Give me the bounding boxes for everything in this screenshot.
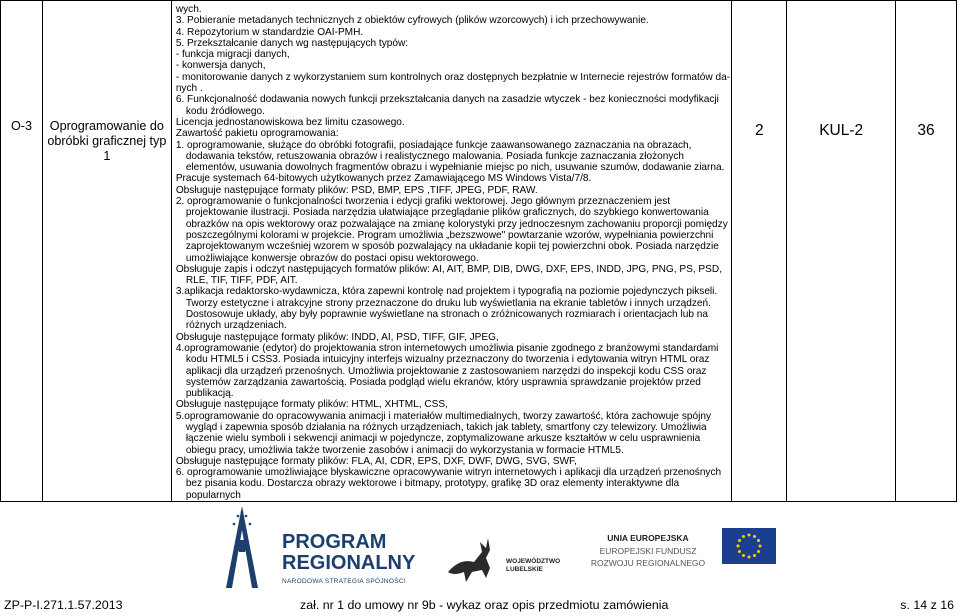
eu-text [578,533,718,568]
description-line: 5. Przekształcanie danych wg następujących typów: [175,37,409,49]
description-line: 1. oprogramowanie, służące do obróbki fotografii, posiadające funkcje zaawansowanego zaznaczania na obrazach, dodawania tekstów, retuszowania obrazów i realistycznego malowania. Posiada funkcje zaznaczania złożonych elementów, usuwania dowolnych fragmentów obrazu i wypełnianie miejsc po nich, usuwanie szumów, dodawanie ziarna. [175,139,725,174]
description-line: Obsługuje zapis i odczyt następujących formatów plików: AI, AIT, BMP, DIB, DWG, DXF, EPS, INDD, JPG, PNG, PS, PSD, RLE, TIF, TIFF, PDF, AIT. [175,263,722,287]
description-line: 2. oprogramowanie o funkcjonalności tworzenia i edycji grafiki wektorowej. Jego głównym przeznaczeniem jest projektowanie ilustracji. Posiada narzędzia ułatwiające przeglądanie plików graficznych, do szybkiego konwertowania obrazków na opis wektorowy oraz pozwalające na zmianę kolorystyki przy jednoczesnym zachowaniu proporcji pomiędzy poszczególnymi kolorami w projekcie. Program umożliwia „bezszwowe" powtarzanie wzorów, wypełniania powierzchni zaprojektowanym wcześniej wzorem w sposób pozwalający na układanie kopii tej powierzchni obok. Posiada narzędzie umożliwiające konwersje obrazów do postaci opisu wektorowego. [175,196,728,264]
footer-title: zał. nr 1 do umowy nr 9b - wykaz oraz opis przedmiotu zamówienia [300,598,669,612]
description-line: - monitorowanie danych z wykorzystaniem sum kontrolnych oraz dostępnych bezpłatnie w Internecie rejestrów formatów da-nych . [175,71,731,95]
item-count: 36 [896,1,957,502]
description-line: Obsługuje następujące formaty plików: INDD, AI, PSD, TIFF, GIF, JPEG, [175,331,499,343]
item-unit: 2 [732,1,787,502]
voivodeship-text [506,558,560,574]
footer-page-number: s. 14 z 16 [900,598,954,612]
description-line: wych. [175,4,202,15]
eu-line1: UNIA EUROPEJSKA [607,533,689,543]
deer-emblem-icon [440,528,500,588]
description-line: 5.oprogramowanie do opracowywania animacji i materiałów multimedialnych, tworzy zawartość, która zachowuje spójny wygląd i zapewnia sposób działania na różnych urządzeniach, takich jak tablety, smartfony czy telewizory. Umożliwia łączenie wielu symboli i sekwencji animacji w pojedyncze, zoptymalizowane arkusze kształtów w celu usprawnienia obiegu pracy, umożliwia także tworzenie zasobów i animacji do wykorzystania w formacie HTML5. [175,410,712,456]
voivodeship-line1: WOJEWÓDZTWO [506,558,561,565]
description-line: Zawartość pakietu oprogramowania: [175,128,339,140]
description-line: 4.oprogramowanie (edytor) do projektowania stron internetowych umożliwia pisanie zgodnego z branżowymi standardami kodu HTML5 i CSS3. Posiada intuicyjny interfejs wizualny przeznaczony do tworzenia i edytowania witryn HTML oraz aplikacji dla urządzeń przenośnych. Umożliwia projektowanie z zastosowaniem narzędzi do inspekcji kodu CSS oraz systemów zarządzania zawartością. Posiada podgląd wielu ekranów, który usprawnia sprawdzanie projektów przed publikacją. [175,342,719,400]
item-description [171,1,732,502]
description-line: Obsługuje następujące formaty plików: PSD, BMP, EPS ,TIFF, JPEG, PDF, RAW. [175,184,538,196]
program-regionalny-logo [282,532,432,588]
program-title [282,532,415,574]
table-row [1,1,957,502]
description-line: 3. Pobieranie metadanych technicznych z obiektów cyfrowych (plików wzorcowych) i ich przechowywanie. [175,15,649,27]
item-location: KUL-2 [787,1,896,502]
description-line: Tworzy estetyczne i atrakcyjne strony przeznaczone do druku lub wyświetlania na ekranie tabletów i innych urządzeń. Dostosowuje układy, aby były poprawnie wyświetlane na stronach o zróżnicowanych rozmiarach i orientacjach lub na różnych urządzeniach. [185,297,711,332]
program-subtitle: NARODOWA STRATEGIA SPÓJNOŚCI [282,578,406,585]
voivodeship-line2: LUBELSKIE [506,566,543,573]
description-line: 4. Repozytorium w standardzie OAI-PMH. [175,26,364,38]
eu-line3: ROZWOJU REGIONALNEGO [590,558,706,568]
program-title-line1: PROGRAM [282,531,387,553]
item-code: O-3 [1,1,43,502]
description-line: Obsługuje następujące formaty plików: HTML, XHTML, CSS, [175,399,448,411]
description-line: 6. Funkcjonalność dodawania nowych funkcji przekształcania danych na zasadzie wtyczek - bez konieczności modyfikacji kodu źródłowego. [175,94,719,117]
description-line: - funkcja migracji danych, [175,49,290,61]
wojewodztwo-lubelskie-logo [440,528,560,588]
description-line: 3.aplikacja redaktorsko-wydawnicza, która zapewni kontrolę nad projektem i typografią na poziomie pojedynczych pikseli. [175,286,718,298]
description-text [176,4,732,501]
item-name: Oprogramowanie do obróbki graficznej typ 1 [42,1,171,502]
fundusze-europejskie-logo [212,500,272,592]
description-line: - konwersja danych, [175,60,266,72]
description-line: Obsługuje następujące formaty plików: FLA, AI, CDR, EPS, DXF, DWF, DWG, SVG, SWF, [175,455,577,467]
description-line: Pracuje systemach 64-bitowych użytkowanych przez Zamawiającego MS Windows Vista/7/8. [175,173,592,185]
description-line: Licencja jednostanowiskowa bez limitu czasowego. [175,116,405,128]
eu-line2: EUROPEJSKI FUNDUSZ [599,546,697,556]
logo-bar [0,500,960,592]
description-line: 6. oprogramowanie umożliwiające błyskawiczne opracowywanie witryn internetowych i aplikacji dla urządzeń przenośnych bez pisania kodu. Dostarcza obrazy wektorowe i bitmapy, prototypy, grafikę 3D oraz elementy interaktywne dla popularnych [175,467,722,501]
eu-flag-icon [722,528,776,564]
program-title-line2: REGIONALNY [282,552,416,574]
footer-doc-number: ZP-P-I.271.1.57.2013 [4,598,123,612]
